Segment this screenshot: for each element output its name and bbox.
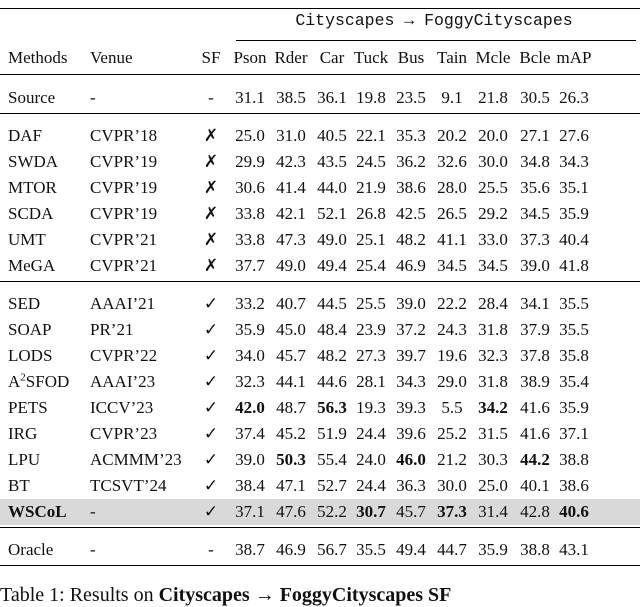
value-rder: 44.1 [276,372,306,391]
venue: ACMMM’23 [90,450,182,469]
value-pson: 42.0 [235,398,265,417]
venue: - [90,88,96,107]
table-row [0,85,640,111]
value-tain: 5.5 [441,398,463,417]
value-mcle: 32.3 [478,346,508,365]
method-name: IRG [8,424,38,443]
venue: - [90,540,96,559]
table-row [0,499,640,525]
value-tain: 19.6 [437,346,467,365]
table-row [0,317,640,343]
header-tuck: Tuck [353,48,389,67]
value-rder: 45.2 [276,424,306,443]
value-rder: 40.7 [276,294,306,313]
value-mcle: 31.4 [478,502,508,521]
value-tain: 20.2 [437,126,467,145]
table-row [0,537,640,563]
value-tuck: 24.0 [356,450,386,469]
value-bcle: 41.6 [520,398,550,417]
value-bcle: 39.0 [520,256,550,275]
table-row [0,473,640,499]
caption-arrow: → [249,584,280,606]
table-row [0,291,640,317]
value-bcle: 38.8 [520,540,550,559]
value-tuck: 30.7 [356,502,386,521]
source-free-flag: ✓ [203,450,219,469]
value-map: 35.1 [559,178,589,197]
value-bus: 39.3 [396,398,426,417]
value-car: 44.0 [317,178,347,197]
value-tuck: 25.1 [356,230,386,249]
value-car: 55.4 [317,450,347,469]
source-free-flag: ✗ [203,178,219,197]
value-map: 38.8 [559,450,589,469]
method-name: MTOR [8,178,57,197]
value-map: 35.9 [559,204,589,223]
value-pson: 33.2 [235,294,265,313]
value-mcle: 31.5 [478,424,508,443]
value-mcle: 28.4 [478,294,508,313]
value-bus: 34.3 [396,372,426,391]
value-pson: 29.9 [235,152,265,171]
value-tain: 28.0 [437,178,467,197]
value-tain: 21.2 [437,450,467,469]
value-bcle: 41.6 [520,424,550,443]
method-name: MeGA [8,256,56,275]
value-map: 35.9 [559,398,589,417]
value-mcle: 34.5 [478,256,508,275]
table-row [0,227,640,253]
value-bus: 36.2 [396,152,426,171]
value-pson: 37.1 [235,502,265,521]
value-bus: 39.6 [396,424,426,443]
source-free-flag: ✓ [203,424,219,443]
value-tain: 22.2 [437,294,467,313]
value-car: 52.2 [317,502,347,521]
value-rder: 47.3 [276,230,306,249]
value-bus: 35.3 [396,126,426,145]
table-row [0,123,640,149]
header-rule [0,74,640,75]
value-tuck: 25.4 [356,256,386,275]
value-pson: 25.0 [235,126,265,145]
venue: ICCV’23 [90,398,154,417]
table-top-rule [0,8,640,9]
value-rder: 48.7 [276,398,306,417]
value-tuck: 27.3 [356,346,386,365]
value-pson: 31.1 [235,88,265,107]
source-free-flag: ✗ [203,230,219,249]
value-tain: 30.0 [437,476,467,495]
method-name-superscript: 2 [20,371,26,384]
value-mcle: 30.0 [478,152,508,171]
source-free-flag: - [208,88,214,107]
method-name: UMT [8,230,46,249]
header-methods: Methods [8,48,68,67]
source-free-flag: ✗ [203,204,219,223]
method-name: PETS [8,398,48,417]
column-group-header: Cityscapes → FoggyCityscapes [295,11,573,30]
method-name: DAF [8,126,43,145]
value-tuck: 21.9 [356,178,386,197]
value-pson: 34.0 [235,346,265,365]
value-bus: 23.5 [396,88,426,107]
source-free-flag: - [208,540,214,559]
source-free-flag: ✓ [203,398,219,417]
header-bus: Bus [397,48,425,67]
value-rder: 41.4 [276,178,306,197]
source-free-flag: ✓ [203,346,219,365]
value-mcle: 20.0 [478,126,508,145]
value-bcle: 34.8 [520,152,550,171]
value-pson: 30.6 [235,178,265,197]
value-map: 40.4 [559,230,589,249]
value-bus: 49.4 [396,540,426,559]
value-mcle: 31.8 [478,320,508,339]
value-car: 56.7 [317,540,347,559]
value-bus: 42.5 [396,204,426,223]
venue: - [90,502,96,521]
value-map: 35.5 [559,294,589,313]
value-bcle: 37.9 [520,320,550,339]
value-bcle: 37.8 [520,346,550,365]
caption-source: Cityscapes [158,584,250,606]
value-bcle: 34.1 [520,294,550,313]
value-mcle: 25.5 [478,178,508,197]
method-name: LODS [8,346,53,365]
source-free-flag: ✗ [203,152,219,171]
header-sf: SF [201,48,221,67]
value-rder: 46.9 [276,540,306,559]
value-tuck: 24.5 [356,152,386,171]
header-venue: Venue [90,48,133,67]
value-pson: 38.4 [235,476,265,495]
value-bus: 36.3 [396,476,426,495]
value-map: 40.6 [559,502,589,521]
value-tuck: 19.3 [356,398,386,417]
header-bcle: Bcle [519,48,551,67]
venue: CVPR’21 [90,230,158,249]
value-map: 34.3 [559,152,589,171]
table-row [0,253,640,279]
value-rder: 38.5 [276,88,306,107]
value-bcle: 38.9 [520,372,550,391]
value-car: 51.9 [317,424,347,443]
value-mcle: 21.8 [478,88,508,107]
source-free-flag: ✓ [203,320,219,339]
value-bus: 45.7 [396,502,426,521]
table-row [0,149,640,175]
value-rder: 45.0 [276,320,306,339]
value-rder: 42.1 [276,204,306,223]
value-car: 52.1 [317,204,347,223]
value-bus: 46.9 [396,256,426,275]
value-tuck: 23.9 [356,320,386,339]
venue: AAAI’23 [90,372,156,391]
value-rder: 31.0 [276,126,306,145]
value-bcle: 44.2 [520,450,550,469]
header-rder: Rder [274,48,308,67]
venue: PR’21 [90,320,134,339]
header-map: mAP [556,48,592,67]
source-free-flag: ✓ [203,372,219,391]
source-free-flag: ✗ [203,126,219,145]
value-map: 26.3 [559,88,589,107]
value-pson: 35.9 [235,320,265,339]
header-mcle: Mcle [475,48,511,67]
value-bcle: 37.3 [520,230,550,249]
table-row [0,421,640,447]
value-bus: 48.2 [396,230,426,249]
method-name: SOAP [8,320,52,339]
value-tuck: 25.5 [356,294,386,313]
method-name: Oracle [8,540,54,559]
venue: CVPR’18 [90,126,158,145]
venue: CVPR’21 [90,256,158,275]
value-pson: 37.7 [235,256,265,275]
value-bcle: 42.8 [520,502,550,521]
column-group-rule [236,40,636,41]
method-name [8,369,69,395]
value-tuck: 35.5 [356,540,386,559]
caption-prefix: Table 1: Results on [0,584,159,606]
value-mcle: 29.2 [478,204,508,223]
source-free-flag: ✗ [203,256,219,275]
method-name: LPU [8,450,41,469]
value-tain: 25.2 [437,424,467,443]
value-tuck: 26.8 [356,204,386,223]
value-car: 49.4 [317,256,347,275]
group-rule [0,113,640,114]
group-rule [0,281,640,282]
value-map: 41.8 [559,256,589,275]
value-tuck: 28.1 [356,372,386,391]
value-tain: 9.1 [441,88,463,107]
value-map: 27.6 [559,126,589,145]
value-car: 48.4 [317,320,347,339]
value-car: 36.1 [317,88,347,107]
value-rder: 47.1 [276,476,306,495]
value-pson: 32.3 [235,372,265,391]
value-map: 38.6 [559,476,589,495]
value-bus: 39.7 [396,346,426,365]
value-tain: 32.6 [437,152,467,171]
value-tain: 44.7 [437,540,467,559]
value-mcle: 34.2 [478,398,508,417]
value-pson: 33.8 [235,230,265,249]
value-pson: 33.8 [235,204,265,223]
method-name-part: SFOD [25,372,70,391]
venue: AAAI’21 [90,294,156,313]
method-name: SWDA [8,152,59,171]
value-map: 35.4 [559,372,589,391]
value-mcle: 25.0 [478,476,508,495]
venue: CVPR’19 [90,178,158,197]
value-pson: 39.0 [235,450,265,469]
value-car: 49.0 [317,230,347,249]
value-car: 48.2 [317,346,347,365]
value-rder: 45.7 [276,346,306,365]
value-car: 52.7 [317,476,347,495]
value-bus: 37.2 [396,320,426,339]
method-name-part: A [8,372,21,391]
value-mcle: 33.0 [478,230,508,249]
value-bcle: 34.5 [520,204,550,223]
value-tain: 37.3 [437,502,467,521]
source-free-flag: ✓ [203,502,219,521]
venue: TCSVT’24 [90,476,167,495]
table-bottom-rule [0,565,640,566]
value-car: 40.5 [317,126,347,145]
method-name: Source [8,88,56,107]
caption-suffix: SF [423,584,452,606]
value-car: 56.3 [317,398,347,417]
value-bcle: 35.6 [520,178,550,197]
table-row [0,201,640,227]
header-pson: Pson [233,48,267,67]
group-rule [0,527,640,528]
value-tuck: 24.4 [356,424,386,443]
table-row [0,369,640,395]
venue: CVPR’23 [90,424,158,443]
method-name: SCDA [8,204,54,223]
value-car: 44.6 [317,372,347,391]
caption-target: FoggyCityscapes [279,584,424,606]
value-bus: 39.0 [396,294,426,313]
value-tain: 41.1 [437,230,467,249]
value-tuck: 19.8 [356,88,386,107]
value-mcle: 30.3 [478,450,508,469]
value-bcle: 27.1 [520,126,550,145]
table-row [0,447,640,473]
value-mcle: 35.9 [478,540,508,559]
value-map: 43.1 [559,540,589,559]
source-free-flag: ✓ [203,476,219,495]
source-free-flag: ✓ [203,294,219,313]
value-map: 37.1 [559,424,589,443]
table-row [0,395,640,421]
value-tain: 29.0 [437,372,467,391]
value-pson: 38.7 [235,540,265,559]
venue: CVPR’19 [90,152,158,171]
venue: CVPR’19 [90,204,158,223]
venue: CVPR’22 [90,346,158,365]
value-tuck: 24.4 [356,476,386,495]
value-tain: 34.5 [437,256,467,275]
value-bcle: 40.1 [520,476,550,495]
header-tain: Tain [437,48,467,67]
value-mcle: 31.8 [478,372,508,391]
value-car: 43.5 [317,152,347,171]
value-rder: 50.3 [276,450,306,469]
value-map: 35.5 [559,320,589,339]
value-pson: 37.4 [235,424,265,443]
value-rder: 42.3 [276,152,306,171]
value-tuck: 22.1 [356,126,386,145]
value-car: 44.5 [317,294,347,313]
value-bus: 46.0 [396,450,426,469]
value-bus: 38.6 [396,178,426,197]
value-rder: 49.0 [276,256,306,275]
method-name: WSCoL [8,502,67,521]
value-map: 35.8 [559,346,589,365]
header-car: Car [319,48,345,67]
table-row [0,343,640,369]
method-name: BT [8,476,30,495]
value-tain: 24.3 [437,320,467,339]
method-name: SED [8,294,41,313]
value-bcle: 30.5 [520,88,550,107]
header-row [0,45,640,71]
value-rder: 47.6 [276,502,306,521]
table-row [0,175,640,201]
value-tain: 26.5 [437,204,467,223]
